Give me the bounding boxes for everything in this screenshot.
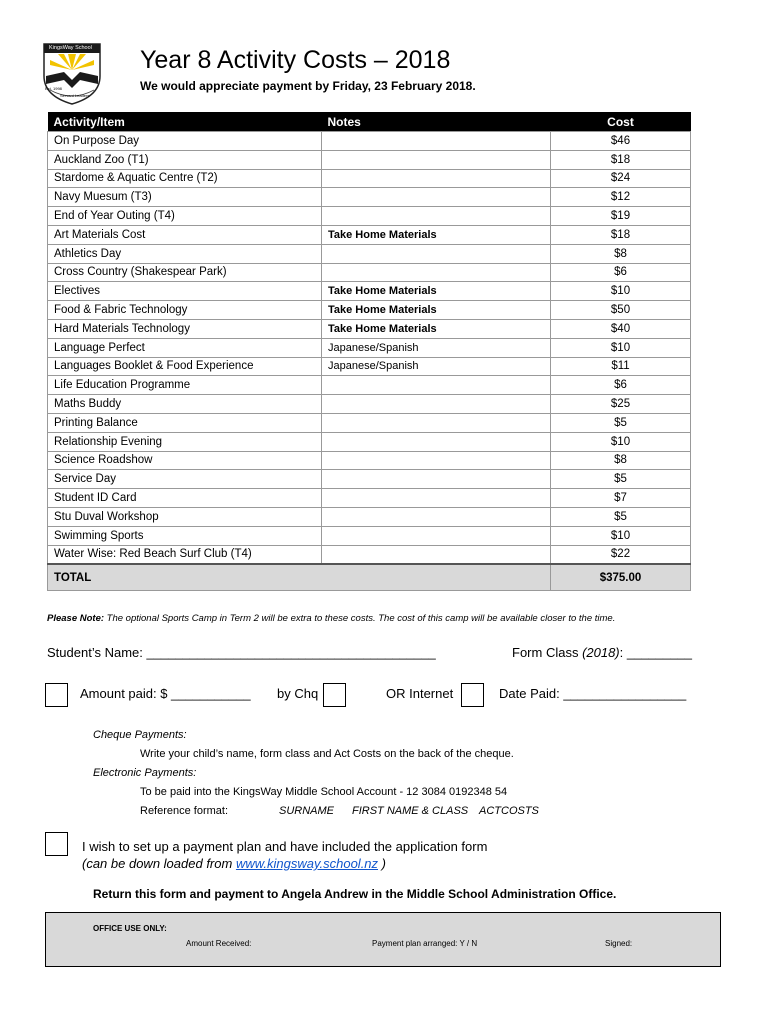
table-row: [48, 244, 691, 263]
cheque-instructions: Write your child’s name, form class and Act Costs on the back of the cheque.: [140, 748, 514, 760]
notes-cell: [322, 169, 551, 188]
cost-cell: $19: [551, 207, 691, 226]
table-row: [48, 451, 691, 470]
signed-label: Signed:: [605, 939, 633, 948]
notes-cell: Take Home Materials: [322, 225, 551, 244]
total-row: [48, 564, 691, 591]
table-row: [48, 413, 691, 432]
notes-cell: [322, 451, 551, 470]
return-instructions: Return this form and payment to Angela Andrew in the Middle School Administration Office.: [93, 887, 617, 901]
reference-name-class: FIRST NAME & CLASS: [352, 805, 469, 817]
download-suffix: ): [378, 856, 386, 871]
student-name-field[interactable]: Student’s Name: ________________________________________: [47, 645, 436, 660]
activity-cell: Maths Buddy: [48, 395, 322, 414]
activity-cell: Cross Country (Shakespear Park): [48, 263, 322, 282]
cost-cell: $5: [551, 413, 691, 432]
notes-cell: [322, 545, 551, 564]
activity-cell: Swimming Sports: [48, 526, 322, 545]
cost-cell: $25: [551, 395, 691, 414]
activity-cell: Food & Fabric Technology: [48, 301, 322, 320]
notes-cell: [322, 432, 551, 451]
notes-cell: [322, 376, 551, 395]
total-label: TOTAL: [48, 564, 551, 591]
cost-cell: $6: [551, 376, 691, 395]
notes-cell: [322, 489, 551, 508]
table-row: [48, 207, 691, 226]
column-header-notes: Notes: [322, 112, 551, 132]
table-row: [48, 188, 691, 207]
activity-cell: Electives: [48, 282, 322, 301]
payment-plan-download: [82, 856, 386, 871]
table-row: [48, 507, 691, 526]
date-paid-field[interactable]: Date Paid: _________________: [499, 686, 687, 701]
electronic-heading: Electronic Payments:: [93, 767, 197, 779]
activity-cell: Stardome & Aquatic Centre (T2): [48, 169, 322, 188]
cost-cell: $22: [551, 545, 691, 564]
table-row: [48, 545, 691, 564]
notes-cell: [322, 413, 551, 432]
column-header-cost: Cost: [551, 112, 691, 132]
activity-cell: Art Materials Cost: [48, 225, 322, 244]
cost-cell: $10: [551, 432, 691, 451]
cost-cell: $5: [551, 470, 691, 489]
cost-cell: $8: [551, 244, 691, 263]
amount-paid-checkbox[interactable]: [45, 683, 68, 707]
table-row: [48, 225, 691, 244]
reference-actcosts: ACTCOSTS: [479, 805, 539, 817]
office-use-heading: OFFICE USE ONLY:: [93, 924, 167, 933]
form-class-year: (2018): [582, 645, 620, 660]
payment-plan-arranged-label: Payment plan arranged: Y / N: [372, 939, 478, 948]
cost-cell: $12: [551, 188, 691, 207]
download-prefix: (can be down loaded from: [82, 856, 236, 871]
cost-cell: $6: [551, 263, 691, 282]
reference-format-label: Reference format:: [140, 805, 229, 817]
cost-cell: $24: [551, 169, 691, 188]
cheque-heading: Cheque Payments:: [93, 729, 187, 741]
table-row: [48, 432, 691, 451]
payment-plan-checkbox[interactable]: [45, 832, 68, 856]
notes-cell: Japanese/Spanish: [322, 357, 551, 376]
school-website-link[interactable]: www.kingsway.school.nz: [235, 856, 379, 871]
table-row: [48, 301, 691, 320]
table-row: [48, 319, 691, 338]
table-row: [48, 526, 691, 545]
activity-cell: On Purpose Day: [48, 132, 322, 151]
table-row: [48, 489, 691, 508]
internet-checkbox[interactable]: [461, 683, 484, 707]
table-row: [48, 338, 691, 357]
payment-plan-text: I wish to set up a payment plan and have included the application form: [82, 839, 488, 854]
activity-cell: Languages Booklet & Food Experience: [48, 357, 322, 376]
notes-cell: Take Home Materials: [322, 282, 551, 301]
cheque-checkbox[interactable]: [323, 683, 346, 707]
cost-cell: $18: [551, 225, 691, 244]
activity-cell: End of Year Outing (T4): [48, 207, 322, 226]
cost-cell: $40: [551, 319, 691, 338]
total-value: $375.00: [551, 564, 691, 591]
cost-cell: $18: [551, 150, 691, 169]
activity-cell: Relationship Evening: [48, 432, 322, 451]
table-row: [48, 150, 691, 169]
logo-year: Est. 1998: [45, 86, 62, 91]
cost-cell: $46: [551, 132, 691, 151]
notes-cell: [322, 207, 551, 226]
activity-cell: Hard Materials Technology: [48, 319, 322, 338]
cost-cell: $10: [551, 282, 691, 301]
internet-label: OR Internet: [386, 686, 454, 701]
notes-cell: [322, 188, 551, 207]
notes-cell: [322, 244, 551, 263]
table-row: [48, 470, 691, 489]
cost-cell: $50: [551, 301, 691, 320]
reference-surname: SURNAME: [279, 805, 335, 817]
table-row: [48, 395, 691, 414]
activity-cell: Life Education Programme: [48, 376, 322, 395]
table-row: [48, 376, 691, 395]
notes-cell: Japanese/Spanish: [322, 338, 551, 357]
notes-cell: [322, 507, 551, 526]
notes-cell: Take Home Materials: [322, 319, 551, 338]
activity-cell: Student ID Card: [48, 489, 322, 508]
activity-cell: Water Wise: Red Beach Surf Club (T4): [48, 545, 322, 564]
bank-account-text: To be paid into the KingsWay Middle School Account - 12 3084 0192348 54: [140, 786, 508, 798]
table-row: [48, 357, 691, 376]
logo-motto: Servant Leaders: [60, 93, 90, 98]
cost-cell: $10: [551, 338, 691, 357]
table-row: [48, 169, 691, 188]
activity-cell: Printing Balance: [48, 413, 322, 432]
by-cheque-label: by Chq: [277, 686, 319, 701]
notes-cell: [322, 132, 551, 151]
activity-costs-table: [47, 112, 691, 591]
form-class-field[interactable]: [512, 645, 692, 660]
notes-cell: [322, 395, 551, 414]
activity-cell: Auckland Zoo (T1): [48, 150, 322, 169]
activity-cell: Stu Duval Workshop: [48, 507, 322, 526]
form-class-label: Form Class: [512, 645, 583, 660]
table-row: [48, 263, 691, 282]
note-text: The optional Sports Camp in Term 2 will be extra to these costs. The cost of this camp will be available closer to the time.: [106, 613, 616, 624]
cost-cell: $11: [551, 357, 691, 376]
amount-received-label: Amount Received:: [186, 939, 252, 948]
amount-paid-field[interactable]: Amount paid: $ ___________: [80, 686, 251, 701]
table-row: [48, 282, 691, 301]
school-logo: [40, 40, 104, 106]
office-use-box: [45, 912, 721, 967]
cost-cell: $7: [551, 489, 691, 508]
logo-name: KingsWay School: [49, 45, 92, 51]
payment-due-note: We would appreciate payment by Friday, 23 February 2018.: [140, 79, 476, 93]
notes-cell: [322, 150, 551, 169]
activity-cell: Navy Muesum (T3): [48, 188, 322, 207]
page-title: Year 8 Activity Costs – 2018: [140, 46, 451, 74]
column-header-activity: Activity/Item: [48, 112, 322, 132]
cost-cell: $8: [551, 451, 691, 470]
activity-cell: Service Day: [48, 470, 322, 489]
notes-cell: [322, 470, 551, 489]
table-row: [48, 132, 691, 151]
activity-cell: Science Roadshow: [48, 451, 322, 470]
notes-cell: [322, 263, 551, 282]
sports-camp-note: [47, 613, 615, 624]
cost-cell: $5: [551, 507, 691, 526]
cost-cell: $10: [551, 526, 691, 545]
note-label: Please Note:: [47, 613, 105, 624]
form-class-line: : _________: [619, 645, 692, 660]
activity-cell: Language Perfect: [48, 338, 322, 357]
table-header-row: [48, 112, 691, 132]
activity-cell: Athletics Day: [48, 244, 322, 263]
notes-cell: [322, 526, 551, 545]
notes-cell: Take Home Materials: [322, 301, 551, 320]
